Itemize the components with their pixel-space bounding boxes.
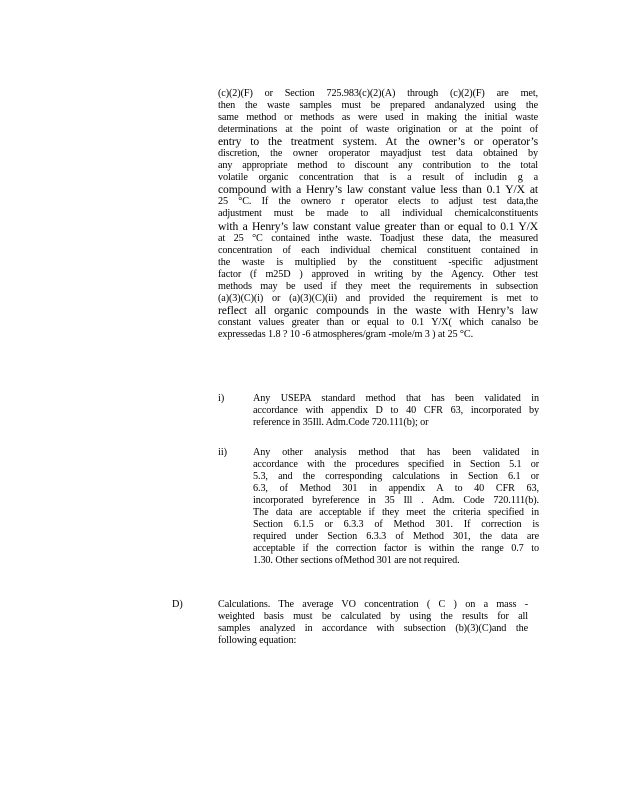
text-line: weighted basis must be calculated by using the results for all	[218, 611, 528, 623]
text-line: discretion, the owner oroperator mayadjust test data obtained by	[218, 148, 538, 160]
text-line: 6.3, of Method 301 in appendix A to 40 CFR 63,	[253, 483, 539, 495]
text-line: accordance with the procedures specified in Section 5.1 or	[253, 459, 539, 471]
text-line: entry to the treatment system. At the owner’s or operator’s	[218, 135, 538, 149]
text-line: (a)(3)(C)(i) or (a)(3)(C)(ii) and provided the requirement is met to	[218, 292, 538, 304]
text-line: Any other analysis method that has been validated in	[253, 447, 539, 458]
text-line: same method or methods as were used in making the initial waste	[218, 112, 538, 124]
text-line: the waste is multiplied by the constituent -specific adjustment	[218, 256, 538, 268]
text-line: constant values greater than or equal to 0.1 Y/X( which canalso be	[218, 316, 538, 328]
text-line: (c)(2)(F) or Section 725.983(c)(2)(A) through (c)(2)(F) are met,	[218, 88, 538, 99]
text-line: factor (f m25D ) approved in writing by the Agency. Other test	[218, 268, 538, 280]
text-line: reference in 35Ill. Adm.Code 720.111(b); or	[253, 417, 429, 429]
text-line: volatile organic concentration that is a result of includin g a	[218, 172, 538, 184]
text-line: expressedas 1.8 ? 10 -6 atmospheres/gram -mole/m 3 ) at 25 °C.	[218, 328, 474, 340]
text-line: then the waste samples must be prepared andanalyzed using the	[218, 100, 538, 112]
text-line: any appropriate method to discount any contribution to the total	[218, 160, 538, 172]
item-ii-text	[253, 447, 539, 567]
text-line: samples analyzed in accordance with subsection (b)(3)(C)and the	[218, 623, 528, 635]
text-line: adjustment must be made to all individual chemicalconstituents	[218, 208, 538, 220]
text-line: Any USEPA standard method that has been validated in	[253, 393, 539, 404]
item-i-text	[253, 393, 539, 429]
item-ii-marker: ii)	[218, 447, 228, 458]
text-line: 5.3, and the corresponding calculations in Section 6.1 or	[253, 471, 539, 483]
text-line: reflect all organic compounds in the waste with Henry’s law	[218, 303, 538, 317]
text-line: incorporated byreference in 35 Ill . Adm. Code 720.111(b).	[253, 495, 539, 507]
text-line: accordance with appendix D to 40 CFR 63, incorporated by	[253, 405, 539, 417]
text-line: following equation:	[218, 635, 297, 647]
text-line: Section 6.1.5 or 6.3.3 of Method 301. If correction is	[253, 519, 539, 531]
text-line: The data are acceptable if they meet the criteria specified in	[253, 507, 539, 519]
text-line: 1.30. Other sections ofMethod 301 are not required.	[253, 555, 460, 567]
item-d-marker: D)	[172, 599, 183, 610]
text-line: required under Section 6.3.3 of Method 301, the data are	[253, 531, 539, 543]
item-d-text	[218, 599, 528, 647]
text-line: 25 °C. If the ownero r operator elects to adjust test data,the	[218, 196, 538, 208]
text-line: determinations at the point of waste origination or at the point of	[218, 124, 538, 136]
text-line: with a Henry’s law constant value greater than or equal to 0.1 Y/X	[218, 219, 538, 233]
text-line: concentration of each individual chemical constituent contained in	[218, 244, 538, 256]
paragraph-c-continued	[218, 88, 538, 341]
text-line: compound with a Henry’s law constant value less than 0.1 Y/X at	[218, 183, 538, 197]
text-line: methods may be used if they meet the requirements in subsection	[218, 280, 538, 292]
text-line: acceptable if the correction factor is within the range 0.7 to	[253, 543, 539, 555]
item-i-marker: i)	[218, 393, 225, 404]
text-line: at 25 °C contained inthe waste. Toadjust these data, the measured	[218, 232, 538, 244]
text-line: Calculations. The average VO concentration ( C ) on a mass -	[218, 599, 528, 610]
